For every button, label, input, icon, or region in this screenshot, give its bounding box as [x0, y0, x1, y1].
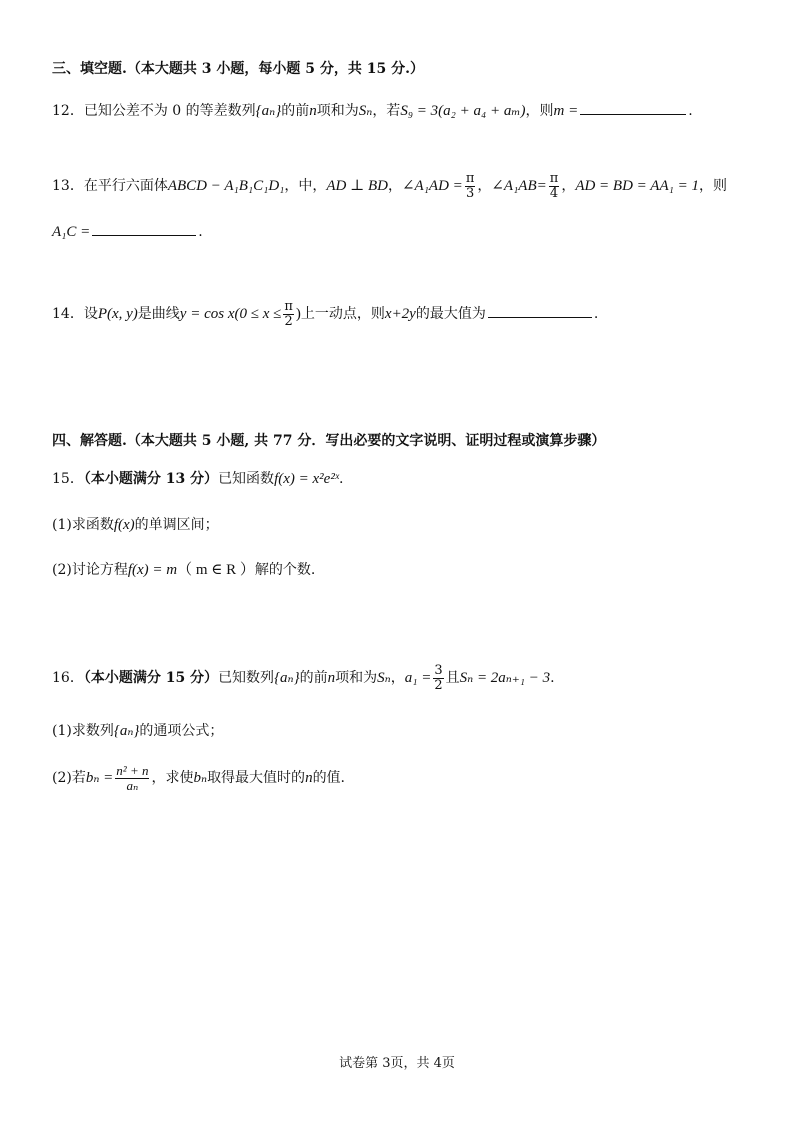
fraction-pi-4: $\frac{\pi}{4}$: [549, 171, 559, 201]
formula: S₉ = 3(a₂ + a₄ + aₘ): [400, 103, 526, 119]
question-14: 14．设P(x, y)是曲线y = cos x(0 ≤ x ≤ $\frac{\pi}{2}$ )上一动点，则x+2y的最大值为 .: [52, 299, 599, 329]
fraction-bn: $\frac{\text{n² + n}}{\text{aₙ}}$: [116, 763, 149, 793]
answer-blank[interactable]: [92, 234, 196, 236]
question-15: 15．（本小题满分 13 分）已知函数f(x) = x²e²ˣ.: [52, 471, 344, 487]
question-number: 12．: [52, 103, 84, 119]
answer-blank[interactable]: [488, 316, 592, 318]
fraction-pi-3: $\frac{\pi}{3}$: [465, 171, 475, 201]
answer-blank[interactable]: [580, 113, 686, 115]
question-16-part-1: (1)求数列{aₙ}的通项公式；: [52, 723, 224, 739]
section-title-solutions: 四、解答题.（本大题共 5 小题, 共 77 分．写出必要的文字说明、证明过程或演算步骤）: [52, 433, 606, 449]
question-number: 14．: [52, 306, 84, 323]
score-note: （本小题满分 15 分）: [83, 670, 219, 687]
score-note: （本小题满分 13 分）: [83, 471, 219, 487]
question-15-part-2: (2)讨论方程f(x) = m（ m ∈ R ）解的个数.: [52, 562, 316, 578]
question-number: 13．: [52, 178, 84, 195]
question-number: 15．: [52, 471, 84, 487]
section-title-fill-in: 三、填空题.（本大题共 3 小题，每小题 5 分，共 15 分.）: [52, 61, 424, 77]
fraction-pi-2: $\frac{\pi}{2}$: [284, 299, 293, 329]
question-15-part-1: (1)求函数f(x)的单调区间；: [52, 517, 219, 533]
page-footer: 试卷第 3页，共 4页: [339, 1056, 455, 1071]
question-13-answer-line: A₁C = .: [52, 224, 203, 240]
question-number: 16．: [52, 670, 84, 687]
question-16: 16．（本小题满分 15 分）已知数列{aₙ}的前n项和为Sₙ，a₁ = $\frac{3}{2}$ 且Sₙ = 2aₙ₊₁ − 3.: [52, 663, 555, 693]
question-13: 13．在平行六面体ABCD − A₁B₁C₁D₁，中，AD ⊥ BD，∠A₁AD = $\frac{\pi}{3}$ ，∠A₁AB= $\frac{\pi}{4}$ ，AD = BD = AA₁ = 1，则: [52, 171, 727, 201]
question-12: 12．已知公差不为 0 的等差数列{aₙ}的前n项和为Sₙ，若S₉ = 3(a₂ + a₄ + aₘ)，则m = .: [52, 103, 693, 119]
fraction-3-2: $\frac{3}{2}$: [434, 663, 443, 693]
question-16-part-2: (2)若bₙ = $\frac{\text{n² + n}}{\text{aₙ}}$ ，求使bₙ取得最大值时的n的值.: [52, 763, 346, 793]
